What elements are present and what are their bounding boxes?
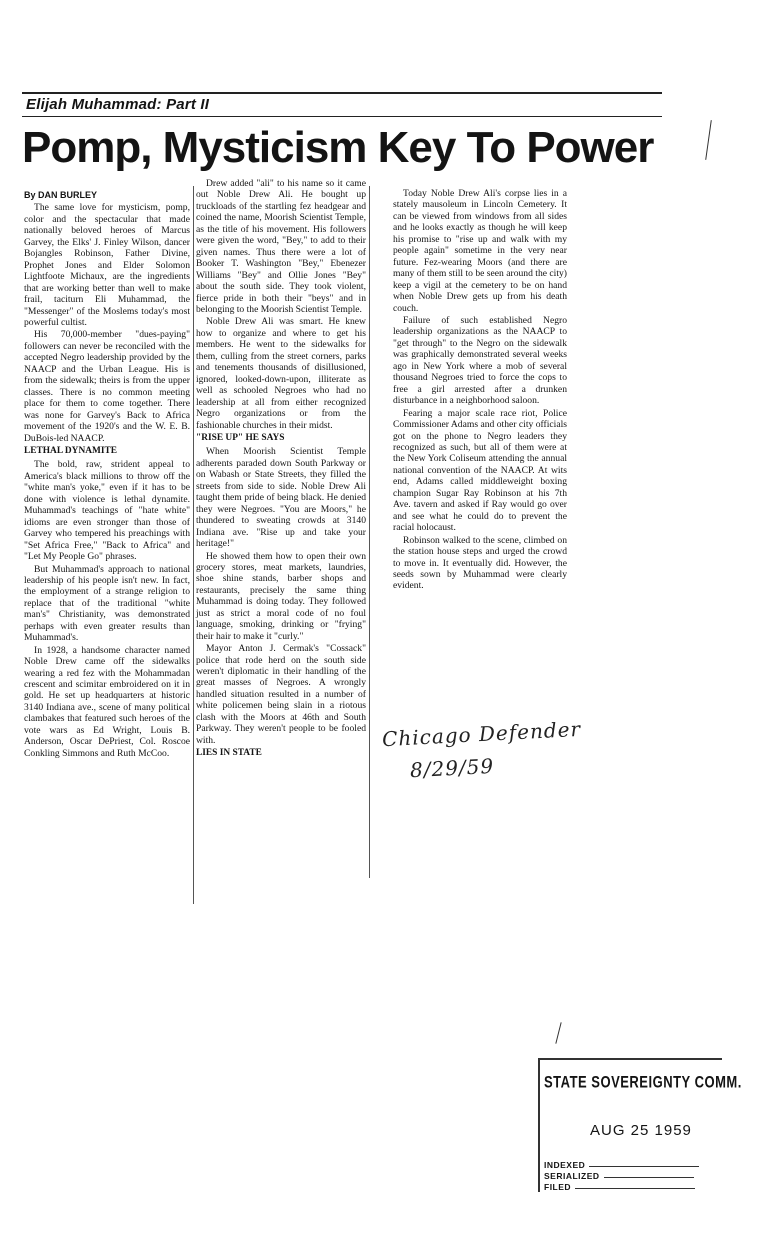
stamp-filed: FILED <box>544 1182 695 1192</box>
column-divider <box>193 186 194 904</box>
paragraph: Today Noble Drew Ali's corpse lies in a stately mausoleum in Lincoln Cemetery. It can be viewed from windows from all sides and he looks exactly as though he will keep his promise to "rise up and walk with my people again" sometime in the very near future. Fez-wearing Moors (and there are many of them still to be seen around the city) keep a vigil at the cemetery to be on hand when Noble Drew gets up from his death couch. <box>393 188 567 314</box>
paragraph: His 70,000-member "dues-paying" followers can never be reconciled with the accepted Negro leadership provided by the NAACP and the Urban League. His is from the sidewalk; theirs is from the upper classes. There is no common meeting place for them to come together. There was none for Garvey's Back to Africa movement of the 1920's and the W. E. B. DuBois-led NAACP. <box>24 329 190 444</box>
subhead: LETHAL DYNAMITE <box>24 445 117 456</box>
kicker: Elijah Muhammad: Part II <box>26 96 210 113</box>
column-divider <box>369 186 370 878</box>
paragraph: But Muhammad's approach to national leadership of his people isn't new. In fact, the employment of a strange religion to replace that of the traditional "white man's" Christianity, was demonstrated perhaps with even greater results than Muhammad's. <box>24 563 190 644</box>
paragraph: In 1928, a handsome character named Noble Drew came off the sidewalks wearing a red fez with the Mohammadan crescent and scimitar embroidered on it in gold. He set up headquarters at historic 3140 Indiana ave., scene of many political clambakes that featured such heroes of the vote wars as Ed Wright, Louis B. Anderson, Oscar DePriest, Col. Roscoe Conkling Simmons and Ruth McCoo. <box>24 644 190 759</box>
handwritten-source: Chicago Defender <box>381 716 582 752</box>
paragraph: Drew added "ali" to his name so it came out Noble Drew Ali. He bought up truckloads of the startling fez headgear and coined the name, Moorish Scientist Temple, as the title of his movement. His followers were given the word, "Bey," to add to their given names. Thus there were a lot of Booker T. Washington "Bey," Ebenezer Williams "Bey" and Ollie Jones "Bey" about the south side. They took violent, fierce pride in both their "beys" and in belonging to the Moorish Scientist Temple. <box>196 178 366 315</box>
column-1 <box>24 190 190 760</box>
file-stamp <box>538 1058 742 1192</box>
stamp-date: AUG 25 1959 <box>590 1122 692 1139</box>
paragraph: Robinson walked to the scene, climbed on the station house steps and urged the crowd to move in. It eventually did. However, the seeds sown by Muhammad were clearly evident. <box>393 534 567 592</box>
kicker-rule <box>22 116 662 117</box>
paragraph: Noble Drew Ali was smart. He knew how to organize and where to get his members. He went to the sidewalks for them, culling from the street corners, parks and tenements thousands of disillusioned, ignored, looked-down-upon, illiterate as well as schooled Negroes who had no leadership at all from either recognized Negro organizations or from the fashionable churches in their midst. <box>196 316 366 431</box>
stamp-serialized: SERIALIZED <box>544 1171 694 1181</box>
paragraph: Fearing a major scale race riot, Police Commissioner Adams and other city officials got on the phone to Negro leaders they recognized as such, but all of them were at the New York Coliseum attending the annual national convention of the NAACP. At wits end, Adams called middleweight boxing champion Sugar Ray Robinson at his 7th Ave. tavern and asked if Ray would go over and see what he could do to prevent the racial holocaust. <box>393 407 567 534</box>
paragraph: The same love for mysticism, pomp, color and the spectacular that made nationally beloved heroes of Marcus Garvey, the Elks' J. Finley Wilson, dancer Bojangles Robinson, Father Divine, Prophet Jones and Elder Solomon Lightfoote Michaux, are the ingredients that are working better than well to make frail, taciturn Eli Muhammad, the "Messenger" of the Moslems today's most powerful cultist. <box>24 202 190 328</box>
paragraph: Failure of such established Negro leadership organizations as the NAACP to "get through" to the Negro on the sidewalk was graphically demonstrated several weeks ago in New York where a mob of several thousand Negroes tried to force the cops to free a girl arrested after a drunken disturbance in a neighborhood saloon. <box>393 314 567 407</box>
subhead: "RISE UP" HE SAYS <box>196 432 285 443</box>
top-rule <box>22 92 662 94</box>
byline: By DAN BURLEY <box>24 190 98 200</box>
paragraph: The bold, raw, strident appeal to America's black millions to throw off the "white man's yoke," even if it has to be done with violence is lethal dynamite. Muhammad's teachings of "hate white" idioms are even stronger than those of Garvey who tempered his preachings with "Set Africa Free," "Back to Africa" and "Let My People Go" phrases. <box>24 459 190 563</box>
handwritten-date: 8/29/59 <box>409 753 495 783</box>
stamp-indexed: INDEXED <box>544 1160 699 1170</box>
paragraph: When Moorish Scientist Temple adherents paraded down South Parkway or on Wabash or State Streets, they filled the streets from side to side. Noble Drew Ali taught them pride of being black. He denied they were Negroes. "You are Moors," he thundered to sweating crowds at 3140 Indiana ave. "Rise up and take your heritage!" <box>196 446 366 550</box>
stamp-title: STATE SOVEREIGNTY COMM. <box>544 1072 742 1092</box>
column-2 <box>196 178 366 762</box>
subhead: LIES IN STATE <box>196 748 262 759</box>
headline: Pomp, Mysticism Key To Power <box>22 123 654 172</box>
paragraph: He showed them how to open their own grocery stores, meat markets, laundries, shoe shine stands, barber shops and restaurants, precisely the same thing Muhammad is doing today. They followed just as strict a moral code of no foul language, smoking, drinking or "frying" their hair to make it "curly." <box>196 550 366 642</box>
column-3 <box>393 188 567 593</box>
paragraph: Mayor Anton J. Cermak's "Cossack" police that rode herd on the south side weren't diplomatic in their handling of the great masses of Negroes. A wrongly handled situation resulted in a number of white policemen being slain in a riotous clash with the Moors at 46th and South Parkway. They weren't people to be fooled with. <box>196 643 366 746</box>
